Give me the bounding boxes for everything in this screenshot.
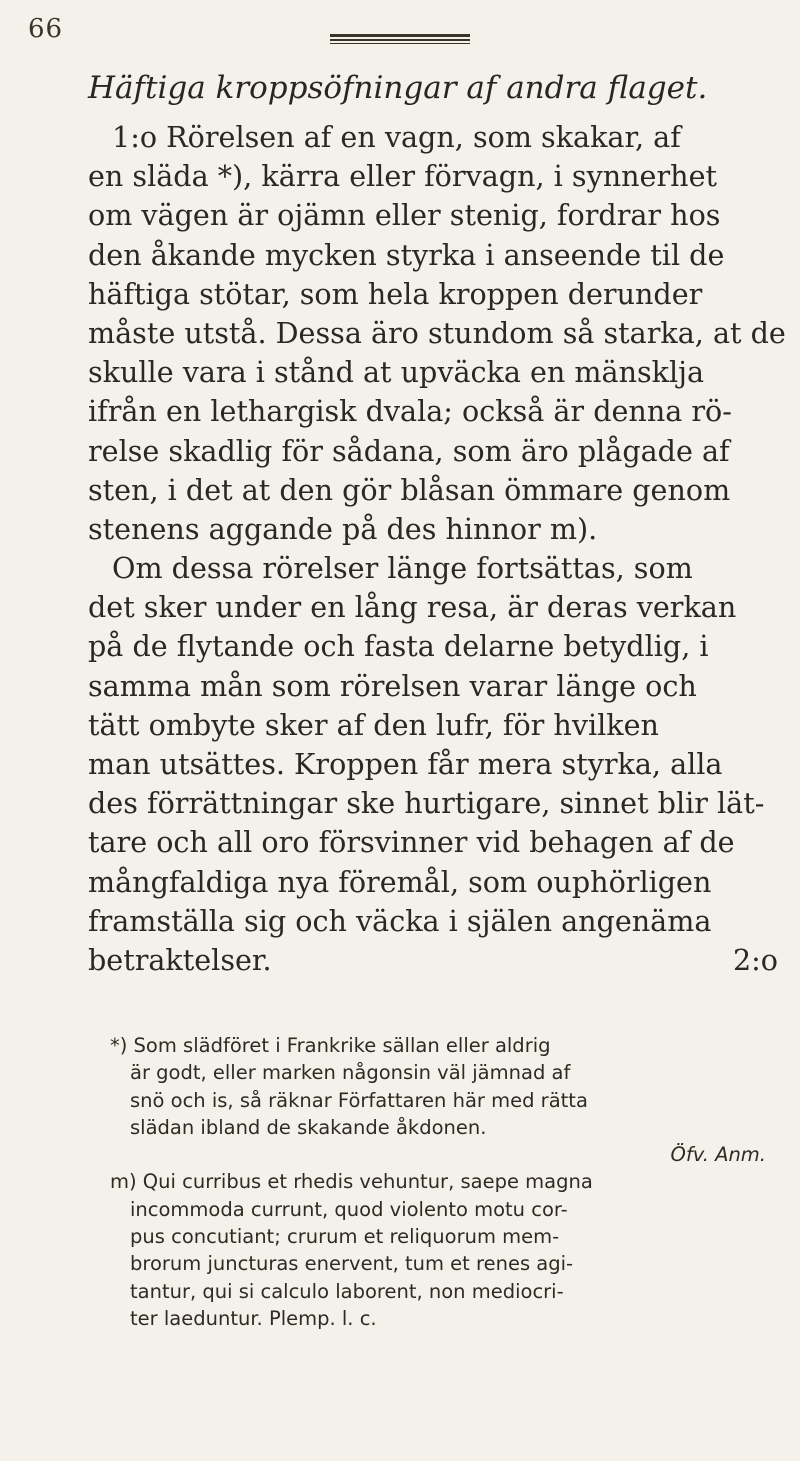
header-rule-ornament <box>330 34 470 46</box>
page-number: 66 <box>28 14 64 44</box>
text-line: mångfaldiga nya föremål, som ouphörligen <box>88 864 712 899</box>
footnote-line: *) Som slädföret i Frankrike sällan eller aldrig <box>110 1034 551 1057</box>
catchword: 2:o <box>732 942 778 977</box>
text-line: 1:o Rörelsen af en vagn, som skakar, af <box>112 120 681 154</box>
text-line: häftiga stötar, som hela kroppen derunder <box>88 276 703 311</box>
text-line: des förrättningar ske hurtigare, sinnet blir lät- <box>88 786 765 821</box>
text-line: man utsättes. Kroppen får mera styrka, alla <box>88 747 723 781</box>
text-line: måste utstå. Dessa äro stundom så starka, at de <box>88 315 786 350</box>
text-line: skulle vara i stånd at upväcka en mänsklja <box>88 355 705 390</box>
text-line: relse skadlig för sådana, som äro plågade af <box>88 433 730 468</box>
text-line: om vägen är ojämn eller stenig, fordrar hos <box>88 198 721 233</box>
text-line-last <box>88 941 788 980</box>
footnote-signature: Öfv. Anm. <box>670 1143 766 1167</box>
latin-footnote-line: pus concutiant; crurum et reliquorum mem- <box>130 1225 560 1249</box>
text-line: samma mån som rörelsen varar länge och <box>88 668 697 703</box>
footnote-line: är godt, eller marken någonsin väl jämnad af <box>130 1061 571 1085</box>
rule-line <box>330 43 470 44</box>
text-line: ifrån en lethargisk dvala; också är denna rö- <box>88 394 732 429</box>
latin-footnote-line: incommoda currunt, quod violento motu cor- <box>130 1197 568 1221</box>
latin-footnote-line: tantur, qui si calculo laborent, non mediocri- <box>130 1279 564 1303</box>
rule-line <box>330 39 470 41</box>
rule-line <box>330 34 470 37</box>
text-line: framställa sig och väcka i själen angenäma <box>88 903 712 938</box>
text-line: en släda *), kärra eller förvagn, i synnerhet <box>88 159 717 194</box>
body-text <box>88 118 788 980</box>
latin-footnote-line: ter laeduntur. Plemp. l. c. <box>130 1306 377 1330</box>
text-line: på de flytande och fasta delarne betydlig, i <box>88 629 709 664</box>
footnote-line: snö och is, så räknar Författaren här med rätta <box>130 1088 588 1112</box>
footnote-line: slädan ibland de skakande åkdonen. <box>130 1115 487 1139</box>
footnotes <box>110 1032 790 1332</box>
text-line: tare och all oro försvinner vid behagen af de <box>88 825 735 860</box>
latin-footnote-line: m) Qui curribus et rhedis vehuntur, saepe magna <box>110 1170 593 1194</box>
text-line: stenens aggande på des hinnor m). <box>88 511 598 546</box>
latin-footnote-line: brorum juncturas enervent, tum et renes agi- <box>130 1252 574 1276</box>
text-line: sten, i det at den gör blåsan ömmare genom <box>88 472 731 507</box>
text-line: den åkande mycken styrka i anseende til de <box>88 237 725 272</box>
text-line: Om dessa rörelser länge fortsättas, som <box>112 551 693 586</box>
section-heading: Häftiga kroppsöfningar af andra flaget. <box>88 70 708 106</box>
text-line: det sker under en lång resa, är deras verkan <box>88 590 737 625</box>
text-line: tätt ombyte sker af den lufr, för hvilken <box>88 707 659 742</box>
text-line: betraktelser. <box>88 942 272 977</box>
